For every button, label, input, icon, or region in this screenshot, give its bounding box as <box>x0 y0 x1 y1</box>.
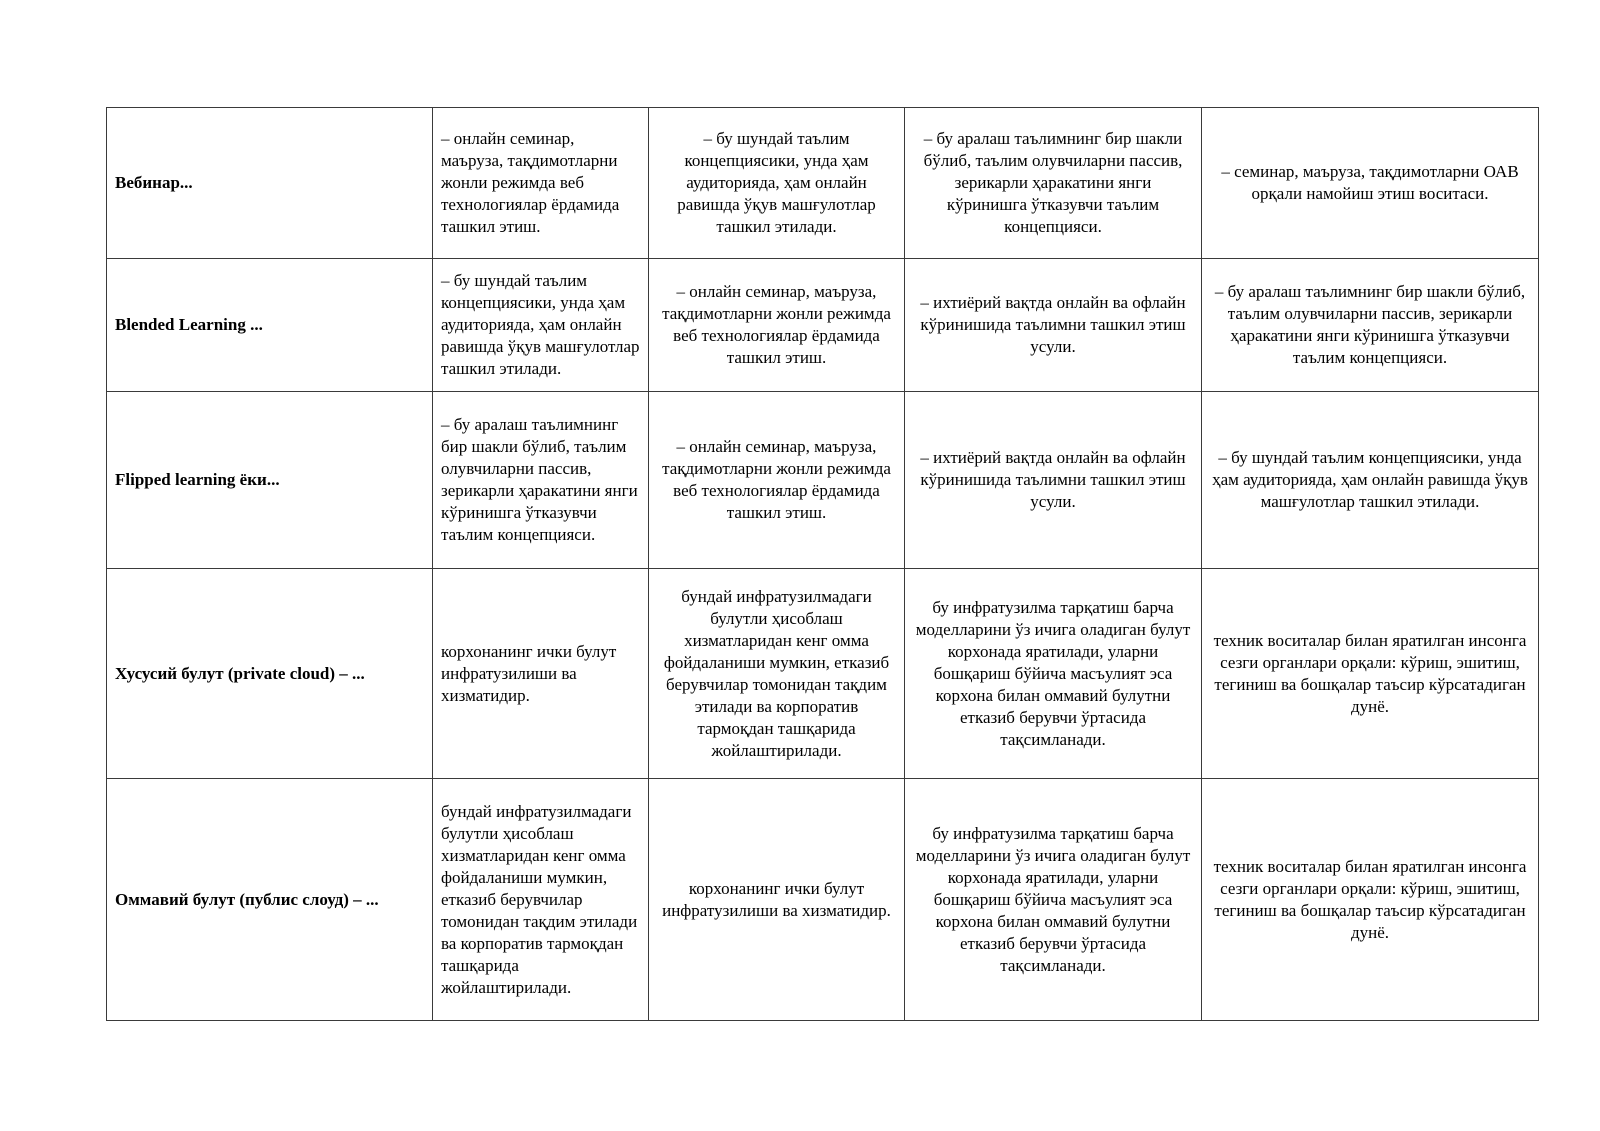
question-cell: Blended Learning ... <box>107 259 433 392</box>
answer-cell: – онлайн семинар, маъруза, тақдимотларни жонли режимда веб технологиялар ёрдамида ташкил этиш. <box>433 108 649 259</box>
answer-cell: – бу шундай таълим концепциясики, унда ҳам аудиторияда, ҳам онлайн равишда ўқув машғулотлар ташкил этилади. <box>649 108 905 259</box>
table-row <box>107 779 1539 1021</box>
table-row <box>107 108 1539 259</box>
answer-cell: – онлайн семинар, маъруза, тақдимотларни жонли режимда веб технологиялар ёрдамида ташкил этиш. <box>649 259 905 392</box>
table-row <box>107 569 1539 779</box>
question-cell: Вебинар... <box>107 108 433 259</box>
answer-cell: техник воситалар билан яратилган инсонга сезги органлари орқали: кўриш, эшитиш, тегиниш ва бошқалар таъсир кўрсатадиган дунё. <box>1202 569 1539 779</box>
table-row <box>107 259 1539 392</box>
answer-cell: – бу аралаш таълимнинг бир шакли бўлиб, таълим олувчиларни пассив, зерикарли ҳаракатини янги кўринишга ўтказувчи таълим концепцияси. <box>1202 259 1539 392</box>
answer-cell: корхонанинг ички булут инфратузилиши ва хизматидир. <box>433 569 649 779</box>
answer-cell: – бу аралаш таълимнинг бир шакли бўлиб, таълим олувчиларни пассив, зерикарли ҳаракатини янги кўринишга ўтказувчи таълим концепцияси. <box>905 108 1202 259</box>
table-row <box>107 392 1539 569</box>
answer-cell: – бу шундай таълим концепциясики, унда ҳам аудиторияда, ҳам онлайн равишда ўқув машғулотлар ташкил этилади. <box>1202 392 1539 569</box>
answer-cell: техник воситалар билан яратилган инсонга сезги органлари орқали: кўриш, эшитиш, тегиниш ва бошқалар таъсир кўрсатадиган дунё. <box>1202 779 1539 1021</box>
answer-cell: – семинар, маъруза, тақдимотларни ОАВ орқали намойиш этиш воситаси. <box>1202 108 1539 259</box>
answer-cell: бундай инфратузилмадаги булутли ҳисоблаш хизматларидан кенг омма фойдаланиши мумкин, етказиб берувчилар томонидан тақдим этилади ва корпоратив тармоқдан ташқарида жойлаштирилади. <box>433 779 649 1021</box>
question-cell: Оммавий булут (публис слоуд) – ... <box>107 779 433 1021</box>
answer-cell: – ихтиёрий вақтда онлайн ва офлайн кўринишида таълимни ташкил этиш усули. <box>905 259 1202 392</box>
answer-cell: корхонанинг ички булут инфратузилиши ва хизматидир. <box>649 779 905 1021</box>
quiz-table <box>106 107 1539 1021</box>
answer-cell: – ихтиёрий вақтда онлайн ва офлайн кўринишида таълимни ташкил этиш усули. <box>905 392 1202 569</box>
answer-cell: – онлайн семинар, маъруза, тақдимотларни жонли режимда веб технологиялар ёрдамида ташкил этиш. <box>649 392 905 569</box>
answer-cell: бу инфратузилма тарқатиш барча моделларини ўз ичига оладиган булут корхонада яратилади, уларни бошқариш бўйича масъулият эса корхона билан оммавий булутни етказиб берувчи ўртасида тақсимланади. <box>905 569 1202 779</box>
answer-cell: бундай инфратузилмадаги булутли ҳисоблаш хизматларидан кенг омма фойдаланиши мумкин, етказиб берувчилар томонидан тақдим этилади ва корпоратив тармоқдан ташқарида жойлаштирилади. <box>649 569 905 779</box>
answer-cell: бу инфратузилма тарқатиш барча моделларини ўз ичига оладиган булут корхонада яратилади, уларни бошқариш бўйича масъулият эса корхона билан оммавий булутни етказиб берувчи ўртасида тақсимланади. <box>905 779 1202 1021</box>
question-cell: Flipped learning ёки... <box>107 392 433 569</box>
answer-cell: – бу шундай таълим концепциясики, унда ҳам аудиторияда, ҳам онлайн равишда ўқув машғулотлар ташкил этилади. <box>433 259 649 392</box>
question-cell: Хусусий булут (private cloud) – ... <box>107 569 433 779</box>
answer-cell: – бу аралаш таълимнинг бир шакли бўлиб, таълим олувчиларни пассив, зерикарли ҳаракатини янги кўринишга ўтказувчи таълим концепцияси. <box>433 392 649 569</box>
